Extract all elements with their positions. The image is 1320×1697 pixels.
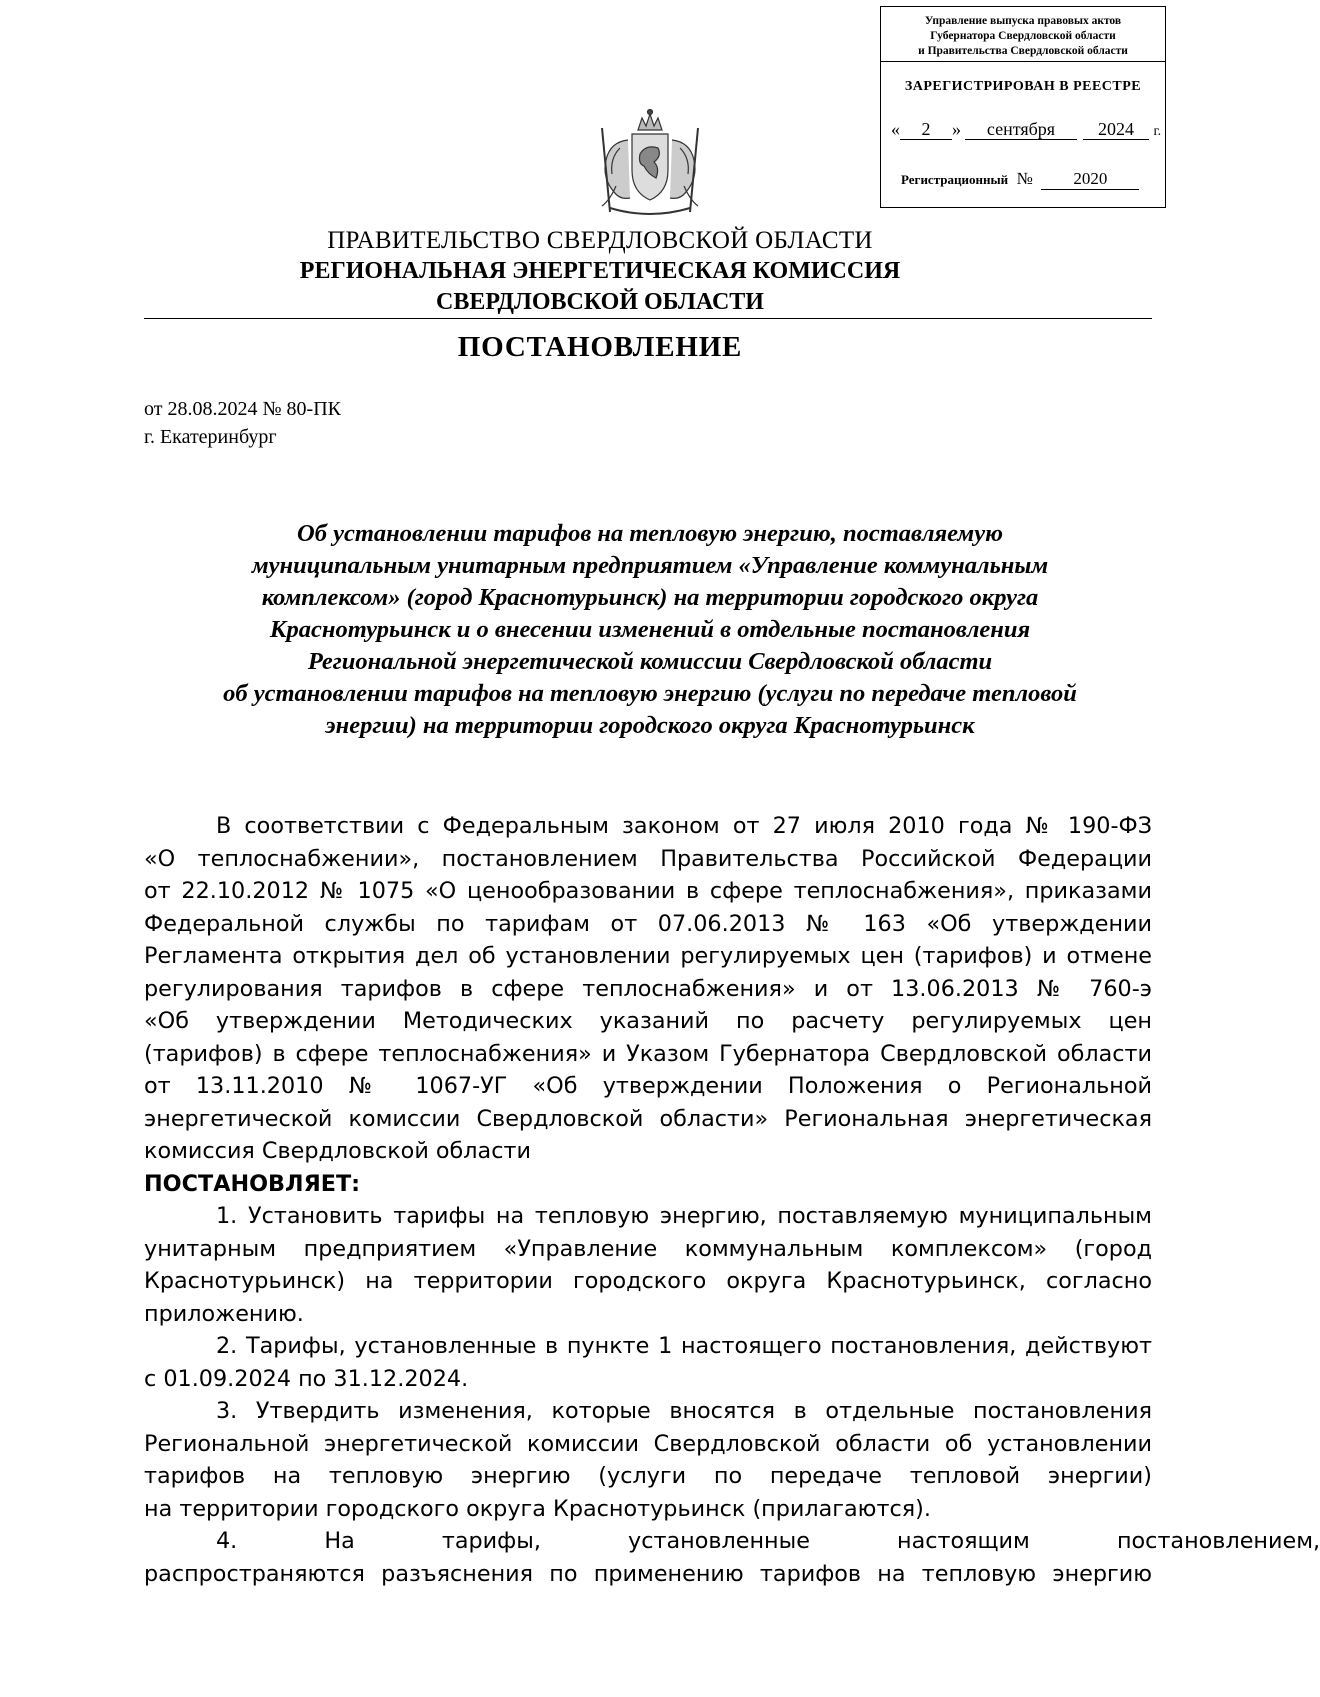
stamp-year-suffix: г. [1153,124,1162,139]
body-line: «Об утверждении Методических указаний по расчету регулируемых цен [144,1008,1152,1034]
commission-name: РЕГИОНАЛЬНАЯ ЭНЕРГЕТИЧЕСКАЯ КОМИССИЯ [299,258,901,284]
body-line: «О теплоснабжении», постановлением Правительства Российской Федерации [144,845,1152,872]
registration-stamp [880,6,1166,208]
title-line: об установлении тарифов на тепловую энергию (услуги по передаче тепловой [223,680,1077,707]
stamp-issuer-line: и Правительства Свердловской области [918,45,1128,57]
title-line: Краснотурьинск и о внесении изменений в отдельные постановления [269,616,1031,643]
item-3-line: на территории городского округа Краснотурьинск (прилагаются). [144,1495,931,1522]
body-line: В соответствии с Федеральным законом от 27 июля 2010 года № 190-ФЗ [216,813,1152,839]
stamp-reg-label: Регистрационный [901,172,1009,187]
body-line: Федеральной службы по тарифам от 07.06.2013 № 163 «Об утверждении [144,910,1152,937]
commission-region: СВЕРДЛОВСКОЙ ОБЛАСТИ [436,289,764,315]
body-line: от 13.11.2010 № 1067-УГ «Об утверждении Положения о Региональной [144,1073,1152,1099]
item-2-line: с 01.09.2024 по 31.12.2024. [144,1365,469,1392]
item-4-line: 4. На тарифы, установленные настоящим постановлением, [216,1528,1320,1554]
body-line: (тарифов) в сфере теплоснабжения» и Указом Губернатора Свердловской области [144,1040,1152,1067]
stamp-year: 2024 [1083,119,1149,140]
stamp-issuer-line: Управление выпуска правовых актов [924,15,1122,27]
stamp-date: « 2 » сентября 2024 г. [891,119,1162,139]
stamp-month: сентября [965,119,1077,140]
stamp-num-sign: № [1016,169,1033,188]
body-line: энергетической комиссии Свердловской области» Региональная энергетическая [144,1105,1152,1132]
title-line: энергии) на территории городского округа Краснотурьинск [325,712,975,739]
stamp-registered-label: ЗАРЕГИСТРИРОВАН В РЕЕСТРЕ [904,79,1142,94]
document-type: ПОСТАНОВЛЕНИЕ [457,331,743,363]
title-line: Об установлении тарифов на тепловую энергию, поставляемую [297,520,1003,547]
body-line: комиссия Свердловской области [144,1138,531,1164]
item-1-line: Краснотурьинск) на территории городского округа Краснотурьинск, согласно [144,1268,1152,1294]
item-3-line: 3. Утвердить изменения, которые вносятся в отдельные постановления [216,1398,1152,1424]
stamp-reg-number [901,169,1139,190]
header-divider [144,318,1152,319]
document-body [144,810,1320,1590]
government-name: ПРАВИТЕЛЬСТВО СВЕРДЛОВСКОЙ ОБЛАСТИ [327,227,873,254]
title-line: комплексом» (город Краснотурьинск) на территории городского округа [261,584,1039,611]
resolves-heading: ПОСТАНОВЛЯЕТ: [144,1170,361,1197]
coat-of-arms-icon [580,108,720,220]
item-1-line: приложению. [144,1300,304,1327]
item-4-line: распространяются разъяснения по применению тарифов на тепловую энергию [144,1560,1152,1587]
document-title [120,518,1180,742]
body-line: от 22.10.2012 № 1075 «О ценообразовании в сфере теплоснабжения», приказами [144,878,1152,904]
stamp-day: 2 [900,119,952,140]
item-2-line: 2. Тарифы, установленные в пункте 1 настоящего постановления, действуют [216,1333,1152,1359]
stamp-reg-value: 2020 [1041,169,1139,190]
body-line: регулирования тарифов в сфере теплоснабжения» и от 13.06.2013 № 760-э [144,975,1152,1002]
item-1-line: 1. Установить тарифы на тепловую энергию, поставляемую муниципальным [216,1203,1152,1229]
item-1-line: унитарным предприятием «Управление коммунальным комплексом» (город [144,1235,1152,1262]
stamp-issuer [881,7,1165,62]
document-date-number: от 28.08.2024 № 80-ПК [144,398,342,420]
item-3-line: тарифов на тепловую энергию (услуги по передаче тепловой энергии) [144,1463,1152,1489]
item-3-line: Региональной энергетической комиссии Свердловской области об установлении [144,1430,1152,1457]
title-line: Региональной энергетической комиссии Свердловской области [307,648,993,675]
title-line: муниципальным унитарным предприятием «Управление коммунальным [251,552,1049,579]
document-city: г. Екатеринбург [144,426,277,448]
body-line: Регламента открытия дел об установлении регулируемых цен (тарифов) и отмене [144,943,1152,969]
stamp-issuer-line: Губернатора Свердловской области [930,30,1116,42]
